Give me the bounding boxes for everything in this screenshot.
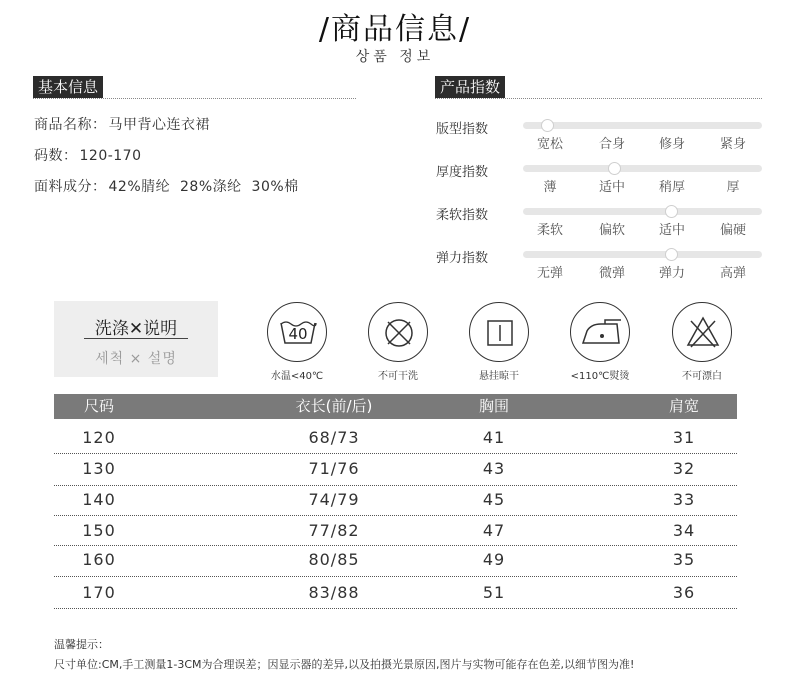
table-cell: 83/88 xyxy=(308,583,360,602)
no-bleach-label: 不可漂白 xyxy=(682,371,722,382)
index-option: 紧身 xyxy=(719,137,746,152)
page-title: /商品信息/ xyxy=(318,12,472,47)
iron-low-icon xyxy=(570,302,630,362)
index-option: 薄 xyxy=(543,180,557,195)
table-row-divider xyxy=(54,515,737,516)
product-name-value: 马甲背心连衣裙 xyxy=(108,117,210,133)
index-option: 柔软 xyxy=(536,223,563,238)
page-subtitle: 상품 정보 xyxy=(355,49,435,65)
index-option: 合身 xyxy=(598,137,625,152)
table-cell: 80/85 xyxy=(308,550,360,569)
table-row-divider xyxy=(54,545,737,546)
table-cell: 120 xyxy=(82,428,116,447)
table-cell: 68/73 xyxy=(308,428,360,447)
basic-info-divider xyxy=(33,98,356,99)
table-cell: 74/79 xyxy=(308,490,360,509)
table-cell: 45 xyxy=(482,490,506,509)
table-row-divider xyxy=(54,485,737,486)
table-cell: 49 xyxy=(482,550,506,569)
product-index-heading: 产品指数 xyxy=(435,76,505,98)
fabric-label: 面料成分： xyxy=(34,179,107,195)
tips-text: 尺寸单位:CM,手工测量1-3CM为合理误差；因显示器的差异,以及拍摄光景原因,图片与实物可能存在色差,以细节图为准! xyxy=(54,658,635,671)
table-cell: 130 xyxy=(82,459,116,478)
size-range-value: 120-170 xyxy=(79,148,142,164)
table-cell: 47 xyxy=(482,521,506,540)
index-label: 厚度指数 xyxy=(436,165,489,180)
table-cell: 32 xyxy=(672,459,696,478)
wash-temp-text: 40 xyxy=(288,325,308,343)
table-row xyxy=(54,425,737,455)
index-option: 修身 xyxy=(658,137,685,152)
no-dry-clean-icon xyxy=(368,302,428,362)
table-cell: 31 xyxy=(672,428,696,447)
size-range-row xyxy=(34,145,142,165)
iron-low-label: <110℃熨烫 xyxy=(570,371,630,382)
index-label: 版型指数 xyxy=(436,122,489,137)
index-option: 厚 xyxy=(726,180,740,195)
index-option: 宽松 xyxy=(536,137,563,152)
table-cell: 33 xyxy=(672,490,696,509)
no-dry-clean-label: 不可干洗 xyxy=(378,371,418,382)
table-cell: 36 xyxy=(672,583,696,602)
index-option: 偏软 xyxy=(598,223,625,238)
table-row-divider xyxy=(54,453,737,454)
header-chest: 胸围 xyxy=(478,397,509,415)
wash-title: 洗涤✕说明 xyxy=(94,319,178,339)
table-cell: 41 xyxy=(482,428,506,447)
header-size: 尺码 xyxy=(83,397,114,415)
no-bleach-icon xyxy=(672,302,732,362)
product-index-divider xyxy=(435,98,762,99)
table-row-divider xyxy=(54,608,737,609)
fabric-value: 42%腈纶 28%涤纶 30%棉 xyxy=(108,179,299,195)
tips-heading: 温馨提示： xyxy=(54,638,109,651)
wash-40-icon xyxy=(267,302,327,362)
index-track xyxy=(523,251,762,258)
index-option: 适中 xyxy=(658,223,685,238)
table-cell: 77/82 xyxy=(308,521,360,540)
table-cell: 140 xyxy=(82,490,116,509)
index-knob xyxy=(665,248,678,261)
table-cell: 35 xyxy=(672,550,696,569)
index-track xyxy=(523,165,762,172)
basic-info-heading: 基本信息 xyxy=(33,76,103,98)
wash-title-underline xyxy=(84,338,188,339)
table-cell: 43 xyxy=(482,459,506,478)
index-option: 弹力 xyxy=(658,266,685,281)
index-knob xyxy=(541,119,554,132)
wash-40-label: 水温<40℃ xyxy=(270,371,324,382)
product-name-label: 商品名称： xyxy=(34,117,107,133)
index-track xyxy=(523,208,762,215)
index-knob xyxy=(608,162,621,175)
table-cell: 71/76 xyxy=(308,459,360,478)
index-knob xyxy=(665,205,678,218)
table-cell: 51 xyxy=(482,583,506,602)
table-row xyxy=(54,487,737,517)
index-option: 适中 xyxy=(598,180,625,195)
table-row xyxy=(54,580,737,610)
table-cell: 34 xyxy=(672,521,696,540)
table-cell: 160 xyxy=(82,550,116,569)
index-label: 柔软指数 xyxy=(436,208,489,223)
header-length: 衣长(前/后) xyxy=(295,397,373,415)
table-row xyxy=(54,456,737,486)
size-table-header xyxy=(54,394,737,419)
wash-instructions-box xyxy=(54,301,218,377)
index-option: 无弹 xyxy=(536,266,563,281)
index-track xyxy=(523,122,762,129)
wash-subtitle: 세척 × 설명 xyxy=(95,351,177,367)
size-range-label: 码数： xyxy=(34,148,78,164)
table-row xyxy=(54,547,737,577)
table-cell: 170 xyxy=(82,583,116,602)
index-option: 稍厚 xyxy=(658,180,685,195)
table-row xyxy=(54,518,737,548)
index-option: 微弹 xyxy=(598,266,625,281)
fabric-row xyxy=(34,176,299,196)
header-shoulder: 肩宽 xyxy=(668,397,699,415)
table-cell: 150 xyxy=(82,521,116,540)
table-row-divider xyxy=(54,576,737,577)
hang-dry-label: 悬挂晾干 xyxy=(479,371,519,382)
index-option: 高弹 xyxy=(719,266,746,281)
index-option: 偏硬 xyxy=(719,223,746,238)
index-label: 弹力指数 xyxy=(436,251,489,266)
product-name-row xyxy=(34,114,210,134)
hang-dry-icon xyxy=(469,302,529,362)
